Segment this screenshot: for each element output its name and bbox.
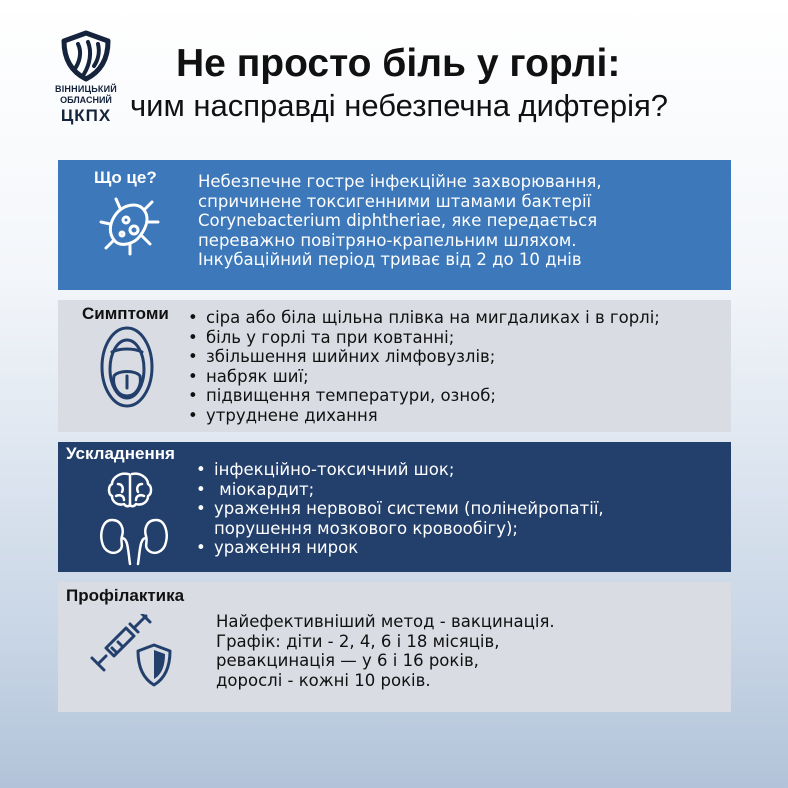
card-heading-what: Що це? xyxy=(94,168,157,187)
card-heading-prevention: Профілактика xyxy=(66,586,185,605)
logo xyxy=(48,30,124,125)
list-item: • інфекційно-токсичний шок; xyxy=(194,460,604,480)
card-what-text xyxy=(198,172,602,270)
card-prevention-text xyxy=(216,612,555,690)
list-item: • ураження нирок xyxy=(194,538,604,558)
prevention-line: Графік: діти - 2, 4, 6 і 18 місяців, xyxy=(216,631,500,651)
card-prevention xyxy=(58,582,731,712)
bacteria-icon xyxy=(98,194,162,260)
card-what-is-it xyxy=(58,160,731,290)
list-item: • міокардит; xyxy=(194,480,604,500)
card-symptoms xyxy=(58,300,731,432)
what-line: Небезпечне гостре інфекційне захворювання, xyxy=(198,172,602,191)
page-subtitle: чим насправді небезпечна дифтерія? xyxy=(130,88,669,123)
prevention-line: ревакцинація — у 6 і 16 років, xyxy=(216,651,479,670)
what-line: Corynebacterium diphtheriae, яке передається xyxy=(198,211,598,230)
prevention-line: дорослі - кожні 10 років. xyxy=(216,670,431,690)
list-item: • набряк шиї; xyxy=(186,367,660,387)
list-item: • сіра або біла щільна плівка на мигдаликах і в горлі; xyxy=(186,308,660,328)
card-heading-symptoms: Симптоми xyxy=(82,304,169,323)
what-line: переважно повітряно-крапельним шляхом. xyxy=(198,230,577,250)
card-complications xyxy=(58,442,731,572)
brain-icon xyxy=(106,470,154,510)
kidneys-icon xyxy=(98,516,170,566)
what-line: спричинене токсигенними штамами бактерії xyxy=(198,191,592,211)
list-item: • утруднене дихання xyxy=(186,406,660,426)
card-heading-complications: Ускладнення xyxy=(66,444,175,463)
logo-shield-icon xyxy=(58,30,114,82)
complications-list xyxy=(194,460,604,558)
open-mouth-icon xyxy=(98,324,156,410)
prevention-line: Найефективніший метод - вакцинація. xyxy=(216,612,555,631)
list-item: • підвищення температури, озноб; xyxy=(186,386,660,406)
logo-text-line1: ВІННИЦЬКИЙ xyxy=(55,84,117,94)
list-item: • ураження нервової системи (полінейропатії, порушення мозкового кровообігу); xyxy=(194,499,604,538)
logo-text-line2: ОБЛАСНИЙ xyxy=(60,95,112,105)
symptoms-list xyxy=(186,308,660,425)
what-line: Інкубаційний період триває від 2 до 10 днів xyxy=(198,250,582,269)
shield-icon xyxy=(134,642,174,688)
list-item: • збільшення шийних лімфовузлів; xyxy=(186,347,660,367)
list-item: • біль у горлі та при ковтанні; xyxy=(186,328,660,348)
logo-text-line3: ЦКПХ xyxy=(60,106,112,125)
page-title: Не просто біль у горлі: xyxy=(176,42,621,85)
